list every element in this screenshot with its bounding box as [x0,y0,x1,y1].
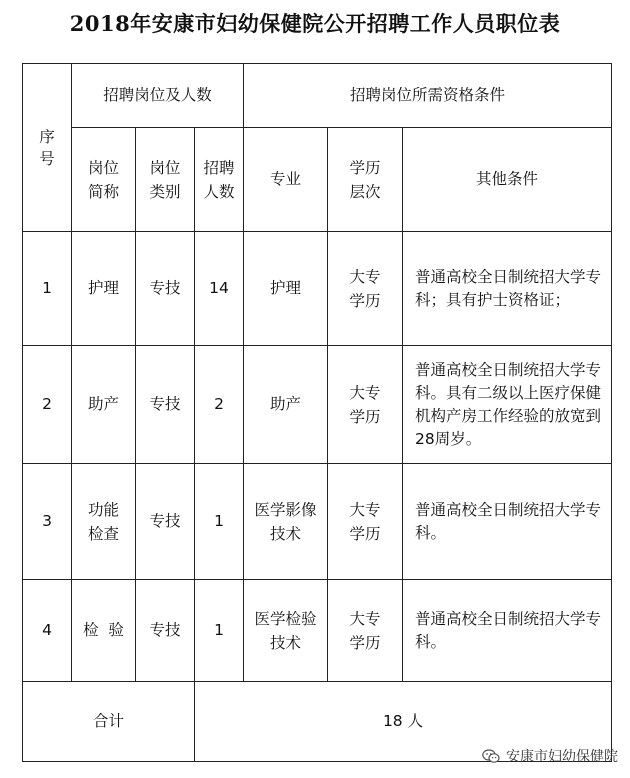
header-education: 学历层次 [328,128,403,232]
row-major: 医学影像技术 [244,464,328,580]
header-row-columns [23,128,612,232]
row-seq: 3 [23,464,72,580]
row-post-type: 专技 [136,346,195,464]
header-post-type: 岗位类别 [136,128,195,232]
watermark-text: 安康市妇幼保健院 [506,749,618,765]
row-post-name: 功能检查 [72,464,136,580]
row-post-name: 护理 [72,232,136,346]
header-other: 其他条件 [403,128,612,232]
total-label: 合计 [23,682,195,762]
positions-table [22,63,612,762]
row-other: 普通高校全日制统招大学专科；具有护士资格证； [403,232,612,346]
page-title: 2018年安康市妇幼保健院公开招聘工作人员职位表 [69,11,561,36]
table-row [23,464,612,580]
row-other: 普通高校全日制统招大学专科。 [403,580,612,682]
row-post-type: 专技 [136,232,195,346]
header-major: 专业 [244,128,328,232]
header-group-positions: 招聘岗位及人数 [72,64,244,128]
row-education: 大专学历 [328,580,403,682]
row-headcount: 2 [195,346,244,464]
total-value: 18 人 [195,682,612,762]
header-headcount: 招聘人数 [195,128,244,232]
header-seq: 序号 [23,64,72,232]
row-headcount: 1 [195,580,244,682]
row-post-name: 助产 [72,346,136,464]
row-major: 医学检验技术 [244,580,328,682]
row-major: 护理 [244,232,328,346]
row-education: 大专学历 [328,232,403,346]
row-post-type: 专技 [136,464,195,580]
row-headcount: 1 [195,464,244,580]
header-row-groups [23,64,612,128]
header-group-requirements: 招聘岗位所需资格条件 [244,64,612,128]
row-education: 大专学历 [328,346,403,464]
watermark [482,746,618,766]
row-major: 助产 [244,346,328,464]
row-post-name: 检 验 [72,580,136,682]
header-post-name: 岗位简称 [72,128,136,232]
row-seq: 2 [23,346,72,464]
wechat-icon [482,749,500,764]
table-row [23,580,612,682]
table-row [23,232,612,346]
row-education: 大专学历 [328,464,403,580]
table-row [23,346,612,464]
row-post-type: 专技 [136,580,195,682]
row-other: 普通高校全日制统招大学专科。具有二级以上医疗保健机构产房工作经验的放宽到28周岁。 [403,346,612,464]
row-other: 普通高校全日制统招大学专科。 [403,464,612,580]
row-seq: 1 [23,232,72,346]
row-headcount: 14 [195,232,244,346]
row-seq: 4 [23,580,72,682]
